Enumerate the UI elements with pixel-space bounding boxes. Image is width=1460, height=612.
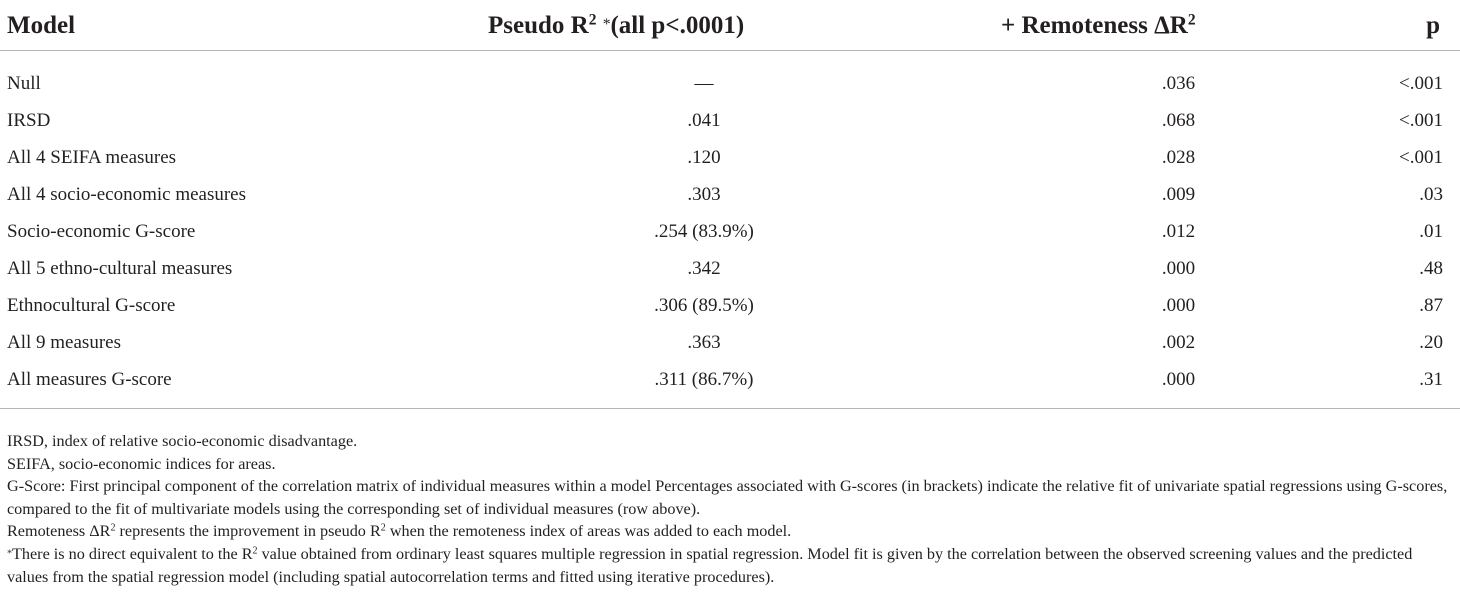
table-row — [0, 361, 1460, 409]
cell-remoteness-delta: .000 — [840, 361, 1260, 409]
cell-remoteness-delta: .000 — [1161, 258, 1196, 279]
note-star — [7, 543, 1453, 589]
cell-remoteness-delta: .036 — [1161, 73, 1196, 94]
note-gscore: G-Score: First principal component of the correlation matrix of individual measures within a model Percentages associated with G-scores (in brackets) indicate the relative fit of univariate spatial regressions using G-scores, compared to the fit of multivariate models using the corresponding set of individual measures (row above). — [7, 477, 1448, 518]
note-star-pre: There is no direct equivalent to the R — [12, 544, 253, 563]
cell-p-value: <.001 — [1399, 110, 1443, 131]
cell-remoteness-delta: .028 — [1161, 147, 1196, 168]
cell-pseudo-r2: .363 — [687, 332, 721, 353]
table-row — [0, 139, 1460, 176]
note-remoteness-post: when the remoteness index of areas was added to each model. — [385, 522, 792, 541]
note-remoteness-sup1: 2 — [110, 522, 116, 534]
note-remoteness-sup2: 2 — [380, 522, 386, 534]
cell-p-value: .48 — [1419, 258, 1443, 279]
cell-pseudo-r2: .311 (86.7%) — [390, 361, 840, 409]
table-row — [0, 176, 1460, 213]
cell-p-value: .87 — [1419, 295, 1443, 316]
header-pseudo-star: * — [602, 15, 611, 33]
header-pseudo-sup: 2 — [588, 10, 597, 28]
note-remoteness-pre: Remoteness ΔR — [7, 522, 111, 541]
cell-pseudo-r2: .041 — [687, 110, 721, 131]
cell-pseudo-r2: .342 — [687, 258, 721, 279]
table-row — [0, 102, 1460, 139]
header-model: Model — [0, 0, 390, 51]
cell-pseudo-r2: .306 (89.5%) — [654, 295, 754, 316]
header-p: p — [1260, 0, 1460, 51]
header-pseudo-r2 — [390, 0, 840, 51]
cell-model: All 4 socio-economic measures — [7, 184, 247, 205]
cell-model: All 4 SEIFA measures — [7, 147, 177, 168]
cell-p-value: .01 — [1419, 221, 1443, 242]
cell-pseudo-r2: .120 — [687, 147, 721, 168]
table-footnotes — [7, 430, 1453, 589]
cell-model: All measures G-score — [0, 361, 390, 409]
table-row — [0, 213, 1460, 250]
cell-pseudo-r2: — — [694, 73, 714, 94]
cell-p-value: .20 — [1419, 332, 1443, 353]
table-row — [0, 324, 1460, 361]
cell-remoteness-delta: .002 — [1161, 332, 1196, 353]
cell-p-value: <.001 — [1399, 73, 1443, 94]
table-row — [0, 287, 1460, 324]
cell-model: All 5 ethno-cultural measures — [7, 258, 233, 279]
table-row — [0, 250, 1460, 287]
cell-remoteness-delta: .012 — [1161, 221, 1196, 242]
header-remote-main: + Remoteness ΔR — [1001, 11, 1188, 39]
cell-remoteness-delta: .009 — [1161, 184, 1196, 205]
note-star-post: value obtained from ordinary least squares multiple regression in spatial regression. Model fit is given by the correlation between the observed screening values and the predicted values from the spatial regression model (including spatial autocorrelation terms and fitted using iterative procedures). — [7, 544, 1413, 587]
table-body — [0, 51, 1460, 409]
cell-model: Ethnocultural G-score — [7, 295, 176, 316]
cell-remoteness-delta: .068 — [1161, 110, 1196, 131]
header-row — [0, 0, 1460, 51]
cell-model: Null — [7, 73, 41, 94]
header-remoteness — [840, 0, 1260, 51]
note-remoteness-mid: represents the improvement in pseudo R — [115, 522, 381, 541]
cell-remoteness-delta: .000 — [1161, 295, 1196, 316]
note-star-sup: 2 — [252, 545, 258, 557]
header-pseudo-tail: (all p<.0001) — [610, 11, 745, 39]
header-pseudo-main: Pseudo R — [488, 11, 589, 39]
table-row — [0, 51, 1460, 103]
cell-model: All 9 measures — [7, 332, 121, 353]
cell-p-value: .31 — [1260, 361, 1460, 409]
note-remoteness — [7, 520, 1453, 543]
header-remote-sup: 2 — [1187, 10, 1196, 28]
cell-model: Socio-economic G-score — [7, 221, 196, 242]
cell-pseudo-r2: .254 (83.9%) — [654, 221, 754, 242]
cell-pseudo-r2: .303 — [687, 184, 721, 205]
cell-p-value: .03 — [1419, 184, 1443, 205]
cell-p-value: <.001 — [1399, 147, 1443, 168]
note-irsd: IRSD, index of relative socio-economic disadvantage. — [7, 432, 358, 450]
note-star-mark: * — [7, 548, 13, 560]
note-seifa: SEIFA, socio-economic indices for areas. — [7, 454, 276, 473]
table-header — [0, 0, 1460, 51]
cell-model: IRSD — [7, 110, 51, 131]
